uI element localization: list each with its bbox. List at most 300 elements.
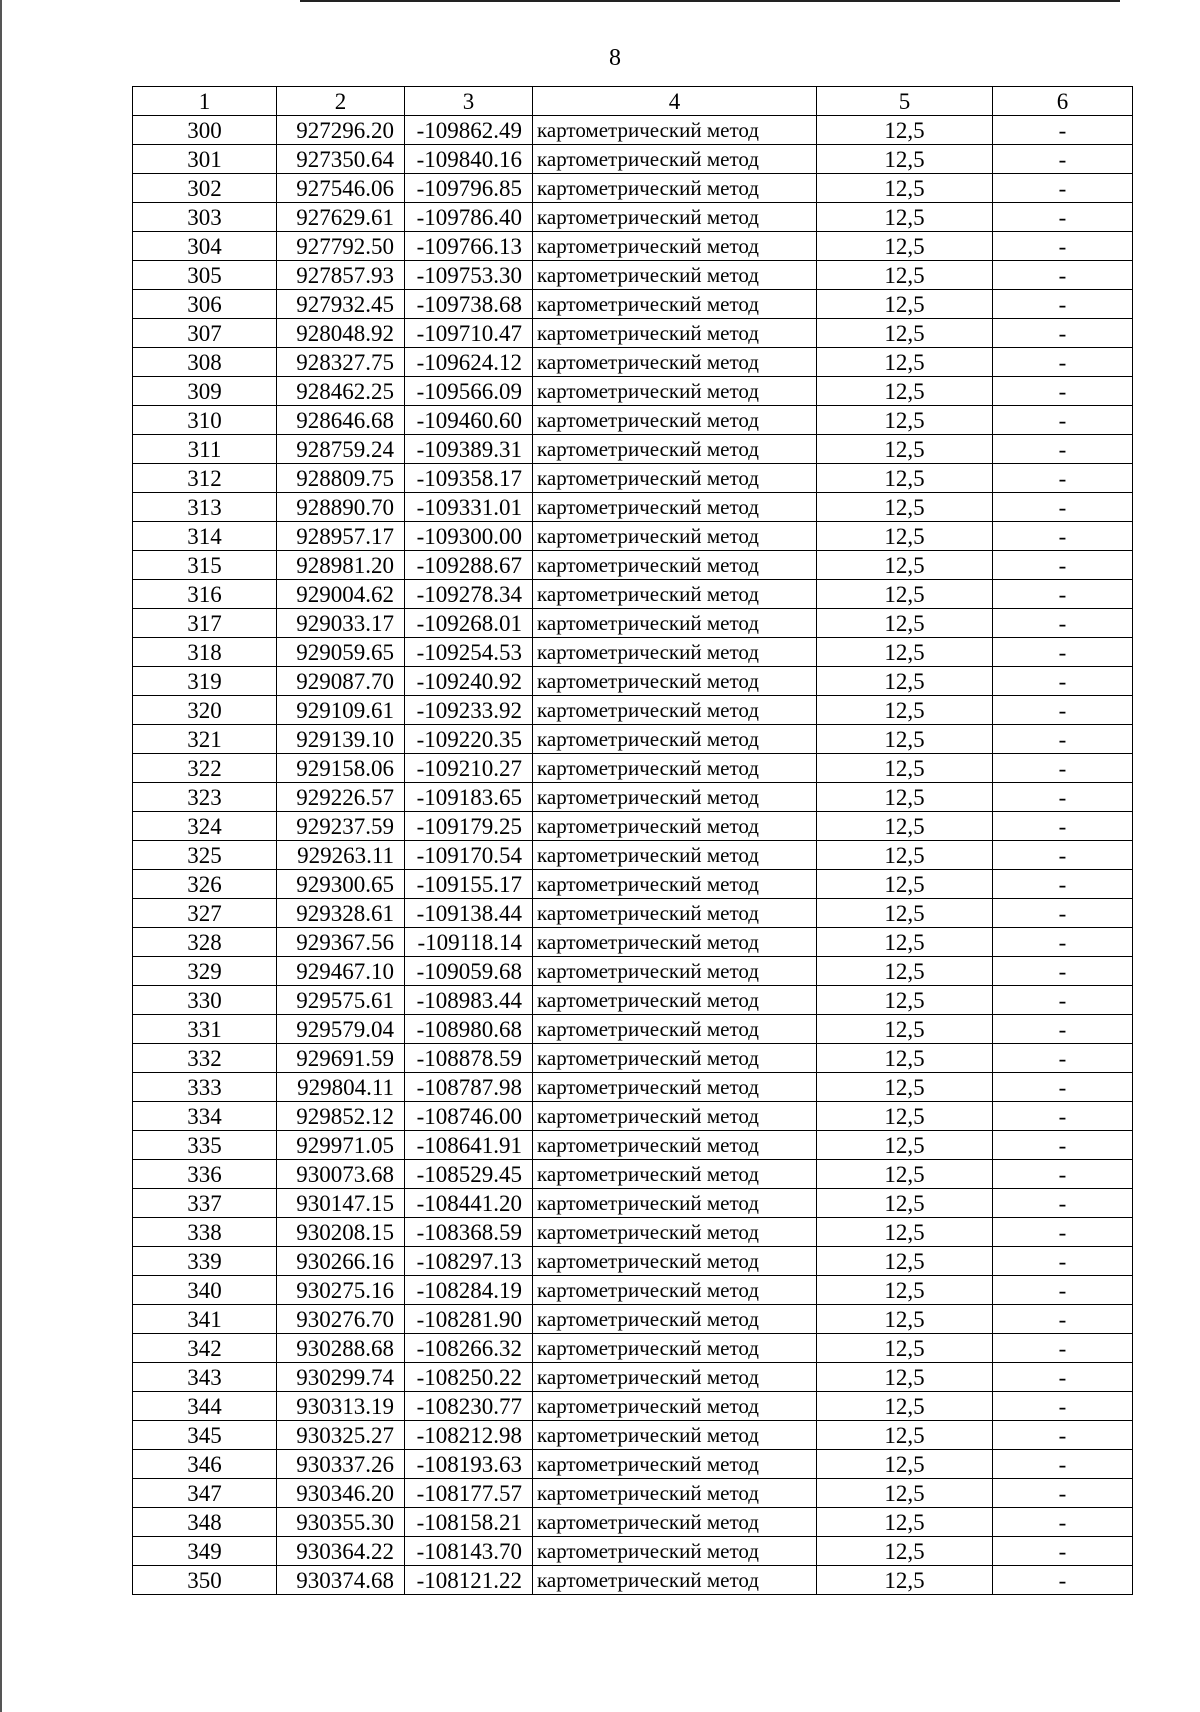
accuracy-cell: 12,5	[817, 232, 993, 261]
x-coordinate-cell: 929852.12	[277, 1102, 405, 1131]
accuracy-cell: 12,5	[817, 1247, 993, 1276]
x-coordinate-cell: 930266.16	[277, 1247, 405, 1276]
method-cell: картометрический метод	[533, 174, 817, 203]
x-coordinate-cell: 928462.25	[277, 377, 405, 406]
method-cell: картометрический метод	[533, 1334, 817, 1363]
note-cell: -	[993, 319, 1133, 348]
accuracy-cell: 12,5	[817, 145, 993, 174]
point-number-cell: 312	[133, 464, 277, 493]
note-cell: -	[993, 754, 1133, 783]
point-number-cell: 332	[133, 1044, 277, 1073]
x-coordinate-cell: 930275.16	[277, 1276, 405, 1305]
x-coordinate-cell: 928981.20	[277, 551, 405, 580]
x-coordinate-cell: 930276.70	[277, 1305, 405, 1334]
x-coordinate-cell: 930208.15	[277, 1218, 405, 1247]
point-number-cell: 322	[133, 754, 277, 783]
table-row	[133, 783, 1133, 812]
accuracy-cell: 12,5	[817, 116, 993, 145]
method-cell: картометрический метод	[533, 1566, 817, 1595]
x-coordinate-cell: 930313.19	[277, 1392, 405, 1421]
x-coordinate-cell: 929109.61	[277, 696, 405, 725]
method-cell: картометрический метод	[533, 638, 817, 667]
note-cell: -	[993, 1276, 1133, 1305]
method-cell: картометрический метод	[533, 1276, 817, 1305]
accuracy-cell: 12,5	[817, 986, 993, 1015]
note-cell: -	[993, 1305, 1133, 1334]
x-coordinate-cell: 930355.30	[277, 1508, 405, 1537]
method-cell: картометрический метод	[533, 986, 817, 1015]
x-coordinate-cell: 930288.68	[277, 1334, 405, 1363]
note-cell: -	[993, 203, 1133, 232]
table-row	[133, 667, 1133, 696]
accuracy-cell: 12,5	[817, 1363, 993, 1392]
method-cell: картометрический метод	[533, 377, 817, 406]
x-coordinate-cell: 930147.15	[277, 1189, 405, 1218]
coordinates-table	[132, 86, 1133, 1595]
accuracy-cell: 12,5	[817, 290, 993, 319]
table-row	[133, 1363, 1133, 1392]
accuracy-cell: 12,5	[817, 1508, 993, 1537]
x-coordinate-cell: 929033.17	[277, 609, 405, 638]
y-coordinate-cell: -109220.35	[405, 725, 533, 754]
y-coordinate-cell: -108230.77	[405, 1392, 533, 1421]
point-number-cell: 313	[133, 493, 277, 522]
point-number-cell: 318	[133, 638, 277, 667]
method-cell: картометрический метод	[533, 232, 817, 261]
note-cell: -	[993, 116, 1133, 145]
y-coordinate-cell: -108983.44	[405, 986, 533, 1015]
method-cell: картометрический метод	[533, 1247, 817, 1276]
column-header: 2	[277, 87, 405, 116]
note-cell: -	[993, 1450, 1133, 1479]
note-cell: -	[993, 522, 1133, 551]
y-coordinate-cell: -109300.00	[405, 522, 533, 551]
y-coordinate-cell: -108158.21	[405, 1508, 533, 1537]
y-coordinate-cell: -109862.49	[405, 116, 533, 145]
note-cell: -	[993, 464, 1133, 493]
method-cell: картометрический метод	[533, 1102, 817, 1131]
note-cell: -	[993, 638, 1133, 667]
y-coordinate-cell: -108441.20	[405, 1189, 533, 1218]
note-cell: -	[993, 957, 1133, 986]
point-number-cell: 315	[133, 551, 277, 580]
point-number-cell: 329	[133, 957, 277, 986]
accuracy-cell: 12,5	[817, 522, 993, 551]
accuracy-cell: 12,5	[817, 957, 993, 986]
accuracy-cell: 12,5	[817, 667, 993, 696]
note-cell: -	[993, 1131, 1133, 1160]
note-cell: -	[993, 1102, 1133, 1131]
accuracy-cell: 12,5	[817, 1073, 993, 1102]
x-coordinate-cell: 928759.24	[277, 435, 405, 464]
y-coordinate-cell: -108143.70	[405, 1537, 533, 1566]
accuracy-cell: 12,5	[817, 1189, 993, 1218]
accuracy-cell: 12,5	[817, 870, 993, 899]
method-cell: картометрический метод	[533, 812, 817, 841]
x-coordinate-cell: 929263.11	[277, 841, 405, 870]
method-cell: картометрический метод	[533, 754, 817, 783]
accuracy-cell: 12,5	[817, 348, 993, 377]
table-body	[133, 116, 1133, 1595]
table-row	[133, 377, 1133, 406]
note-cell: -	[993, 551, 1133, 580]
x-coordinate-cell: 930364.22	[277, 1537, 405, 1566]
note-cell: -	[993, 261, 1133, 290]
x-coordinate-cell: 927546.06	[277, 174, 405, 203]
y-coordinate-cell: -109753.30	[405, 261, 533, 290]
point-number-cell: 305	[133, 261, 277, 290]
scan-left-edge	[0, 0, 2, 1712]
y-coordinate-cell: -109138.44	[405, 899, 533, 928]
column-header: 4	[533, 87, 817, 116]
method-cell: картометрический метод	[533, 319, 817, 348]
y-coordinate-cell: -109766.13	[405, 232, 533, 261]
note-cell: -	[993, 1073, 1133, 1102]
x-coordinate-cell: 929467.10	[277, 957, 405, 986]
column-header: 6	[993, 87, 1133, 116]
accuracy-cell: 12,5	[817, 261, 993, 290]
note-cell: -	[993, 870, 1133, 899]
x-coordinate-cell: 930299.74	[277, 1363, 405, 1392]
table-row	[133, 957, 1133, 986]
note-cell: -	[993, 493, 1133, 522]
y-coordinate-cell: -109233.92	[405, 696, 533, 725]
note-cell: -	[993, 696, 1133, 725]
point-number-cell: 339	[133, 1247, 277, 1276]
accuracy-cell: 12,5	[817, 783, 993, 812]
method-cell: картометрический метод	[533, 1508, 817, 1537]
x-coordinate-cell: 927629.61	[277, 203, 405, 232]
accuracy-cell: 12,5	[817, 319, 993, 348]
y-coordinate-cell: -109566.09	[405, 377, 533, 406]
accuracy-cell: 12,5	[817, 725, 993, 754]
y-coordinate-cell: -109358.17	[405, 464, 533, 493]
table-row	[133, 1508, 1133, 1537]
accuracy-cell: 12,5	[817, 464, 993, 493]
table-row	[133, 348, 1133, 377]
point-number-cell: 343	[133, 1363, 277, 1392]
accuracy-cell: 12,5	[817, 1334, 993, 1363]
method-cell: картометрический метод	[533, 1015, 817, 1044]
y-coordinate-cell: -108878.59	[405, 1044, 533, 1073]
y-coordinate-cell: -109288.67	[405, 551, 533, 580]
x-coordinate-cell: 928957.17	[277, 522, 405, 551]
note-cell: -	[993, 783, 1133, 812]
y-coordinate-cell: -108266.32	[405, 1334, 533, 1363]
point-number-cell: 300	[133, 116, 277, 145]
note-cell: -	[993, 1247, 1133, 1276]
accuracy-cell: 12,5	[817, 928, 993, 957]
x-coordinate-cell: 929691.59	[277, 1044, 405, 1073]
accuracy-cell: 12,5	[817, 899, 993, 928]
method-cell: картометрический метод	[533, 928, 817, 957]
table-row	[133, 899, 1133, 928]
point-number-cell: 349	[133, 1537, 277, 1566]
point-number-cell: 347	[133, 1479, 277, 1508]
point-number-cell: 338	[133, 1218, 277, 1247]
method-cell: картометрический метод	[533, 145, 817, 174]
accuracy-cell: 12,5	[817, 1218, 993, 1247]
point-number-cell: 309	[133, 377, 277, 406]
column-header: 3	[405, 87, 533, 116]
note-cell: -	[993, 145, 1133, 174]
x-coordinate-cell: 928048.92	[277, 319, 405, 348]
x-coordinate-cell: 930374.68	[277, 1566, 405, 1595]
method-cell: картометрический метод	[533, 1537, 817, 1566]
method-cell: картометрический метод	[533, 1189, 817, 1218]
y-coordinate-cell: -108746.00	[405, 1102, 533, 1131]
table-row	[133, 493, 1133, 522]
table-row	[133, 1479, 1133, 1508]
note-cell: -	[993, 1189, 1133, 1218]
table-row	[133, 841, 1133, 870]
accuracy-cell: 12,5	[817, 1305, 993, 1334]
note-cell: -	[993, 232, 1133, 261]
point-number-cell: 304	[133, 232, 277, 261]
x-coordinate-cell: 930325.27	[277, 1421, 405, 1450]
point-number-cell: 323	[133, 783, 277, 812]
y-coordinate-cell: -109710.47	[405, 319, 533, 348]
point-number-cell: 344	[133, 1392, 277, 1421]
x-coordinate-cell: 927350.64	[277, 145, 405, 174]
x-coordinate-cell: 929158.06	[277, 754, 405, 783]
point-number-cell: 335	[133, 1131, 277, 1160]
point-number-cell: 311	[133, 435, 277, 464]
point-number-cell: 324	[133, 812, 277, 841]
y-coordinate-cell: -108980.68	[405, 1015, 533, 1044]
point-number-cell: 303	[133, 203, 277, 232]
x-coordinate-cell: 930337.26	[277, 1450, 405, 1479]
accuracy-cell: 12,5	[817, 1160, 993, 1189]
y-coordinate-cell: -109786.40	[405, 203, 533, 232]
point-number-cell: 340	[133, 1276, 277, 1305]
note-cell: -	[993, 667, 1133, 696]
y-coordinate-cell: -109210.27	[405, 754, 533, 783]
x-coordinate-cell: 928646.68	[277, 406, 405, 435]
y-coordinate-cell: -109268.01	[405, 609, 533, 638]
y-coordinate-cell: -108297.13	[405, 1247, 533, 1276]
x-coordinate-cell: 927792.50	[277, 232, 405, 261]
method-cell: картометрический метод	[533, 667, 817, 696]
note-cell: -	[993, 1479, 1133, 1508]
accuracy-cell: 12,5	[817, 1392, 993, 1421]
y-coordinate-cell: -109840.16	[405, 145, 533, 174]
point-number-cell: 319	[133, 667, 277, 696]
table-row	[133, 1334, 1133, 1363]
table-row	[133, 696, 1133, 725]
x-coordinate-cell: 930346.20	[277, 1479, 405, 1508]
table-row	[133, 638, 1133, 667]
y-coordinate-cell: -108284.19	[405, 1276, 533, 1305]
column-header: 5	[817, 87, 993, 116]
note-cell: -	[993, 1392, 1133, 1421]
x-coordinate-cell: 929367.56	[277, 928, 405, 957]
x-coordinate-cell: 927857.93	[277, 261, 405, 290]
accuracy-cell: 12,5	[817, 1566, 993, 1595]
x-coordinate-cell: 929226.57	[277, 783, 405, 812]
point-number-cell: 328	[133, 928, 277, 957]
method-cell: картометрический метод	[533, 609, 817, 638]
x-coordinate-cell: 929139.10	[277, 725, 405, 754]
point-number-cell: 325	[133, 841, 277, 870]
accuracy-cell: 12,5	[817, 1102, 993, 1131]
table-row	[133, 261, 1133, 290]
method-cell: картометрический метод	[533, 957, 817, 986]
method-cell: картометрический метод	[533, 493, 817, 522]
point-number-cell: 320	[133, 696, 277, 725]
method-cell: картометрический метод	[533, 1479, 817, 1508]
y-coordinate-cell: -109240.92	[405, 667, 533, 696]
table-row	[133, 116, 1133, 145]
accuracy-cell: 12,5	[817, 609, 993, 638]
table-row	[133, 1537, 1133, 1566]
note-cell: -	[993, 377, 1133, 406]
y-coordinate-cell: -109624.12	[405, 348, 533, 377]
point-number-cell: 345	[133, 1421, 277, 1450]
y-coordinate-cell: -108250.22	[405, 1363, 533, 1392]
method-cell: картометрический метод	[533, 1131, 817, 1160]
method-cell: картометрический метод	[533, 1073, 817, 1102]
table-row	[133, 812, 1133, 841]
note-cell: -	[993, 1334, 1133, 1363]
table-row	[133, 1392, 1133, 1421]
accuracy-cell: 12,5	[817, 1450, 993, 1479]
y-coordinate-cell: -109179.25	[405, 812, 533, 841]
point-number-cell: 336	[133, 1160, 277, 1189]
y-coordinate-cell: -109796.85	[405, 174, 533, 203]
note-cell: -	[993, 1421, 1133, 1450]
method-cell: картометрический метод	[533, 1363, 817, 1392]
note-cell: -	[993, 1218, 1133, 1247]
accuracy-cell: 12,5	[817, 551, 993, 580]
method-cell: картометрический метод	[533, 1421, 817, 1450]
accuracy-cell: 12,5	[817, 1015, 993, 1044]
accuracy-cell: 12,5	[817, 1421, 993, 1450]
y-coordinate-cell: -108121.22	[405, 1566, 533, 1595]
y-coordinate-cell: -109183.65	[405, 783, 533, 812]
accuracy-cell: 12,5	[817, 435, 993, 464]
y-coordinate-cell: -108641.91	[405, 1131, 533, 1160]
accuracy-cell: 12,5	[817, 754, 993, 783]
point-number-cell: 346	[133, 1450, 277, 1479]
note-cell: -	[993, 1363, 1133, 1392]
y-coordinate-cell: -109118.14	[405, 928, 533, 957]
method-cell: картометрический метод	[533, 406, 817, 435]
column-header: 1	[133, 87, 277, 116]
point-number-cell: 308	[133, 348, 277, 377]
y-coordinate-cell: -109460.60	[405, 406, 533, 435]
point-number-cell: 337	[133, 1189, 277, 1218]
point-number-cell: 321	[133, 725, 277, 754]
top-rule	[300, 0, 1120, 2]
table-row	[133, 232, 1133, 261]
accuracy-cell: 12,5	[817, 1479, 993, 1508]
note-cell: -	[993, 986, 1133, 1015]
table-row	[133, 1421, 1133, 1450]
table-row	[133, 1189, 1133, 1218]
accuracy-cell: 12,5	[817, 174, 993, 203]
point-number-cell: 314	[133, 522, 277, 551]
method-cell: картометрический метод	[533, 841, 817, 870]
y-coordinate-cell: -108281.90	[405, 1305, 533, 1334]
note-cell: -	[993, 290, 1133, 319]
point-number-cell: 331	[133, 1015, 277, 1044]
note-cell: -	[993, 1044, 1133, 1073]
method-cell: картометрический метод	[533, 783, 817, 812]
method-cell: картометрический метод	[533, 870, 817, 899]
accuracy-cell: 12,5	[817, 580, 993, 609]
table-row	[133, 580, 1133, 609]
table-row	[133, 870, 1133, 899]
table-row	[133, 551, 1133, 580]
accuracy-cell: 12,5	[817, 1276, 993, 1305]
page-number: 8	[609, 45, 621, 71]
table-row	[133, 464, 1133, 493]
note-cell: -	[993, 174, 1133, 203]
table-row	[133, 174, 1133, 203]
y-coordinate-cell: -108212.98	[405, 1421, 533, 1450]
x-coordinate-cell: 929328.61	[277, 899, 405, 928]
table-row	[133, 203, 1133, 232]
table-row	[133, 1015, 1133, 1044]
x-coordinate-cell: 928890.70	[277, 493, 405, 522]
x-coordinate-cell: 930073.68	[277, 1160, 405, 1189]
point-number-cell: 310	[133, 406, 277, 435]
point-number-cell: 316	[133, 580, 277, 609]
method-cell: картометрический метод	[533, 725, 817, 754]
method-cell: картометрический метод	[533, 464, 817, 493]
x-coordinate-cell: 929804.11	[277, 1073, 405, 1102]
method-cell: картометрический метод	[533, 348, 817, 377]
y-coordinate-cell: -109170.54	[405, 841, 533, 870]
table-row	[133, 609, 1133, 638]
x-coordinate-cell: 928327.75	[277, 348, 405, 377]
table-row	[133, 754, 1133, 783]
point-number-cell: 342	[133, 1334, 277, 1363]
point-number-cell: 307	[133, 319, 277, 348]
method-cell: картометрический метод	[533, 1218, 817, 1247]
note-cell: -	[993, 406, 1133, 435]
point-number-cell: 327	[133, 899, 277, 928]
table-header-row	[133, 87, 1133, 116]
x-coordinate-cell: 927932.45	[277, 290, 405, 319]
x-coordinate-cell: 929059.65	[277, 638, 405, 667]
method-cell: картометрический метод	[533, 261, 817, 290]
accuracy-cell: 12,5	[817, 406, 993, 435]
x-coordinate-cell: 929087.70	[277, 667, 405, 696]
point-number-cell: 302	[133, 174, 277, 203]
point-number-cell: 350	[133, 1566, 277, 1595]
note-cell: -	[993, 1508, 1133, 1537]
note-cell: -	[993, 1015, 1133, 1044]
method-cell: картометрический метод	[533, 551, 817, 580]
table-row	[133, 986, 1133, 1015]
accuracy-cell: 12,5	[817, 1131, 993, 1160]
accuracy-cell: 12,5	[817, 1537, 993, 1566]
method-cell: картометрический метод	[533, 696, 817, 725]
x-coordinate-cell: 927296.20	[277, 116, 405, 145]
point-number-cell: 341	[133, 1305, 277, 1334]
note-cell: -	[993, 725, 1133, 754]
note-cell: -	[993, 1566, 1133, 1595]
accuracy-cell: 12,5	[817, 812, 993, 841]
y-coordinate-cell: -109155.17	[405, 870, 533, 899]
method-cell: картометрический метод	[533, 435, 817, 464]
y-coordinate-cell: -108368.59	[405, 1218, 533, 1247]
x-coordinate-cell: 929971.05	[277, 1131, 405, 1160]
method-cell: картометрический метод	[533, 522, 817, 551]
y-coordinate-cell: -109254.53	[405, 638, 533, 667]
